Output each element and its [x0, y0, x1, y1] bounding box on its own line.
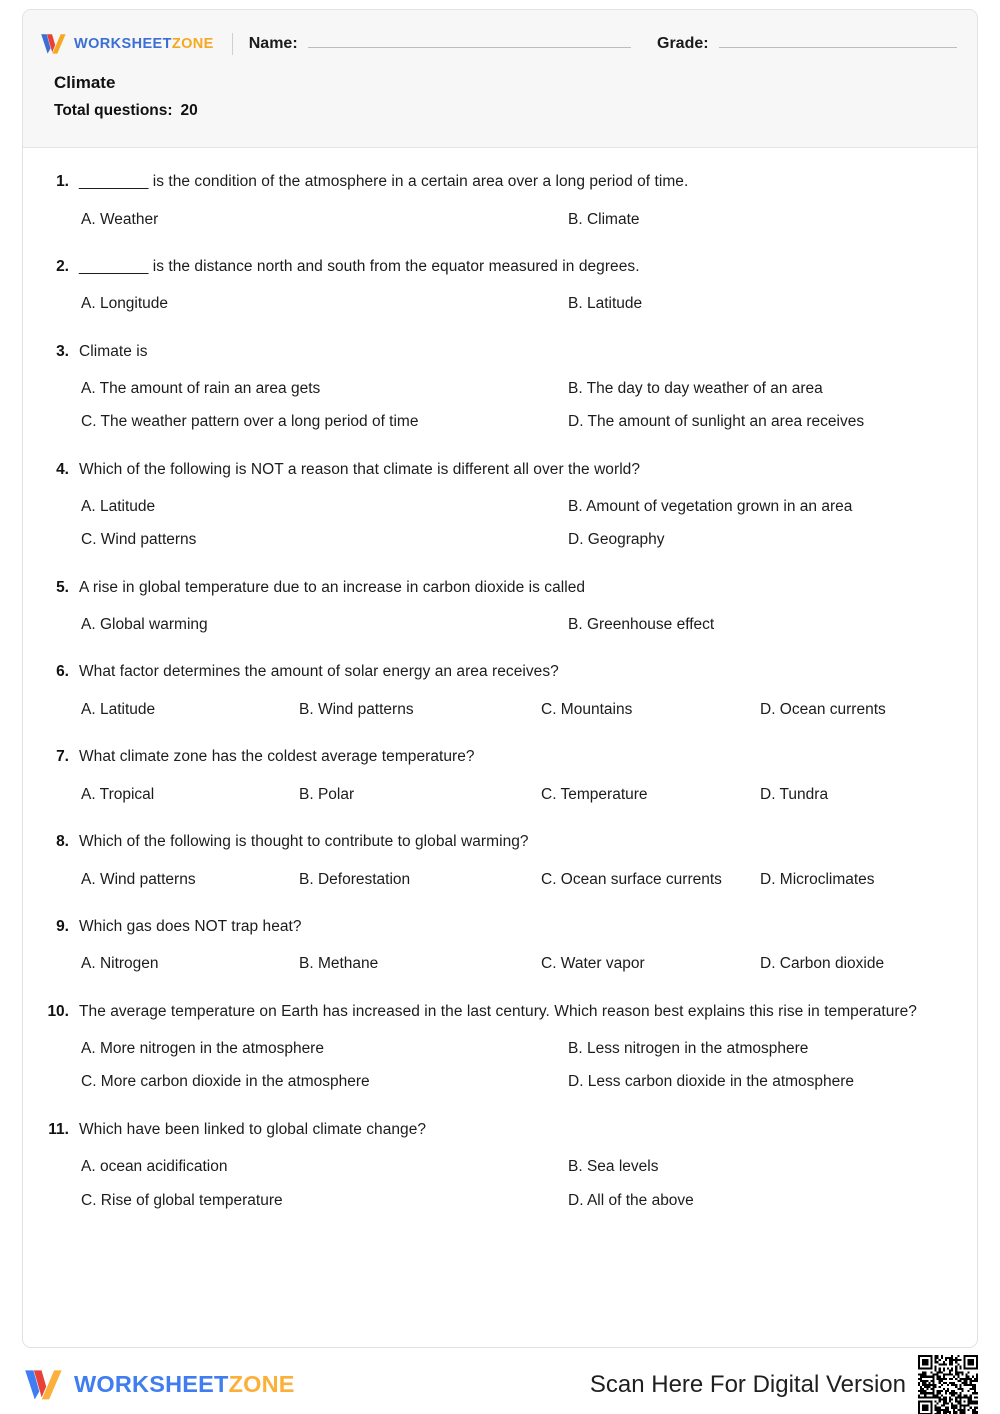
answer-option[interactable]: B. Amount of vegetation grown in an area [568, 498, 853, 516]
answer-option[interactable]: C. The weather pattern over a long period of time [81, 413, 419, 431]
answer-options [79, 863, 951, 896]
question-body [69, 170, 951, 236]
question-item [29, 745, 951, 811]
answer-option[interactable]: A. The amount of rain an area gets [81, 380, 321, 398]
question-body [69, 458, 951, 557]
answer-option[interactable]: A. Nitrogen [81, 955, 159, 973]
question-body [69, 660, 951, 726]
answer-option[interactable]: A. Longitude [81, 295, 169, 313]
brand-name-footer-part2: ZONE [228, 1371, 295, 1397]
brand-logo-text [74, 36, 214, 52]
answer-options [79, 693, 951, 726]
answer-option[interactable]: A. More nitrogen in the atmosphere [81, 1040, 324, 1058]
brand-name-part2: ZONE [171, 36, 214, 52]
answer-option[interactable]: B. Greenhouse effect [568, 616, 715, 634]
worksheet-title: Climate [54, 73, 116, 92]
answer-option[interactable]: B. Polar [299, 785, 355, 803]
question-number: 4. [56, 460, 69, 478]
question-text: Which gas does NOT trap heat? [79, 917, 302, 935]
header-identity-row [23, 10, 977, 56]
question-body [69, 915, 951, 981]
name-input-line[interactable] [308, 35, 631, 48]
question-number: 1. [56, 173, 69, 190]
answer-option[interactable]: D. Less carbon dioxide in the atmosphere [568, 1073, 855, 1091]
answer-options [79, 608, 951, 641]
name-label: Name: [248, 35, 298, 52]
qr-code-icon[interactable] [918, 1355, 978, 1414]
answer-option[interactable]: B. Wind patterns [299, 701, 414, 719]
worksheet-zone-mark-icon [39, 32, 69, 56]
answer-options [79, 490, 951, 557]
question-number: 3. [56, 342, 69, 360]
question-number: 2. [56, 257, 69, 275]
question-item [29, 340, 951, 439]
answer-option[interactable]: B. The day to day weather of an area [568, 380, 823, 398]
question-body [69, 340, 951, 439]
question-text: What climate zone has the coldest average temperature? [79, 748, 475, 766]
answer-option[interactable]: A. Latitude [81, 701, 156, 719]
header-divider [232, 33, 233, 55]
question-item [29, 1118, 951, 1217]
question-body [69, 745, 951, 811]
answer-options [79, 1032, 951, 1099]
answer-option[interactable]: C. Ocean surface currents [541, 870, 722, 888]
answer-option[interactable]: D. All of the above [568, 1191, 694, 1209]
question-number: 7. [56, 748, 69, 766]
question-text: The average temperature on Earth has increased in the last century. Which reason best explains this rise in temperature? [79, 1002, 917, 1020]
question-number: 6. [56, 663, 69, 681]
answer-option[interactable]: D. Carbon dioxide [760, 955, 885, 973]
question-body [69, 1118, 951, 1217]
question-text: Which have been linked to global climate change? [79, 1120, 427, 1138]
worksheet-title-block [23, 56, 977, 123]
grade-label: Grade: [657, 35, 709, 52]
answer-option[interactable]: D. Geography [568, 531, 665, 549]
question-number: 11. [48, 1120, 69, 1138]
answer-option[interactable]: A. Wind patterns [81, 870, 196, 888]
question-item [29, 830, 951, 896]
answer-option[interactable]: C. Mountains [541, 701, 633, 719]
question-item [29, 1000, 951, 1099]
question-number: 5. [56, 578, 69, 596]
answer-options [79, 287, 951, 320]
answer-option[interactable]: A. Weather [81, 210, 159, 228]
question-item [29, 576, 951, 642]
question-item [29, 255, 951, 321]
scan-prompt-text: Scan Here For Digital Version [589, 1370, 906, 1398]
brand-logo-header [39, 32, 214, 56]
answer-option[interactable]: A. Global warming [81, 616, 208, 634]
worksheet-zone-mark-footer-icon [22, 1367, 66, 1403]
answer-option[interactable]: C. Wind patterns [81, 531, 197, 549]
answer-option[interactable]: A. Latitude [81, 498, 156, 516]
question-text: What factor determines the amount of solar energy an area receives? [79, 663, 559, 681]
question-number: 8. [56, 833, 69, 851]
brand-logo-footer-text [74, 1371, 295, 1398]
question-item [29, 915, 951, 981]
brand-logo-footer [22, 1367, 295, 1403]
answer-option[interactable]: A. Tropical [81, 785, 155, 803]
question-item [29, 458, 951, 557]
question-text: Which of the following is NOT a reason that climate is different all over the world? [79, 460, 641, 478]
worksheet-card [22, 9, 978, 1348]
answer-options [79, 947, 951, 980]
answer-option[interactable]: D. Tundra [760, 785, 829, 803]
question-number: 10. [47, 1002, 69, 1020]
answer-options [79, 778, 951, 811]
question-text: Climate is [79, 342, 148, 360]
answer-option[interactable]: B. Climate [568, 210, 640, 228]
total-questions-label: Total questions: [54, 101, 173, 119]
answer-option[interactable]: D. Microclimates [760, 870, 875, 888]
question-text: Which of the following is thought to contribute to global warming? [79, 833, 529, 851]
worksheet-footer [0, 1355, 1000, 1414]
answer-option[interactable]: B. Latitude [568, 295, 643, 313]
answer-option[interactable]: C. Water vapor [541, 955, 645, 973]
questions-list [23, 148, 977, 1246]
answer-options [79, 372, 951, 439]
answer-option[interactable]: D. Ocean currents [760, 701, 886, 719]
question-text: ________ is the distance north and south from the equator measured in degrees. [79, 257, 640, 275]
question-item [29, 660, 951, 726]
name-field[interactable] [249, 35, 631, 53]
answer-option[interactable]: A. ocean acidification [81, 1158, 228, 1176]
total-questions-line [54, 99, 977, 124]
answer-option[interactable]: D. The amount of sunlight an area receives [568, 413, 865, 431]
brand-name-footer-part1: WORKSHEET [74, 1371, 229, 1397]
question-text: A rise in global temperature due to an increase in carbon dioxide is called [79, 578, 586, 596]
question-body [69, 255, 951, 321]
grade-field[interactable] [657, 35, 957, 53]
question-number: 9. [56, 917, 69, 935]
answer-option[interactable]: C. Rise of global temperature [81, 1191, 283, 1209]
question-text: ________ is the condition of the atmosphere in a certain area over a long period of time. [79, 173, 689, 190]
answer-option[interactable]: C. Temperature [541, 785, 648, 803]
question-body [69, 1000, 951, 1099]
total-questions-value: 20 [180, 101, 198, 119]
answer-option[interactable]: B. Deforestation [299, 870, 411, 888]
worksheet-header [23, 10, 977, 148]
answer-option[interactable]: C. More carbon dioxide in the atmosphere [81, 1073, 370, 1091]
brand-name-part1: WORKSHEET [74, 36, 172, 52]
question-item [29, 170, 951, 236]
answer-options [79, 203, 951, 236]
answer-option[interactable]: B. Methane [299, 955, 379, 973]
answer-options [79, 1150, 951, 1217]
grade-input-line[interactable] [719, 35, 957, 48]
question-body [69, 576, 951, 642]
question-body [69, 830, 951, 896]
answer-option[interactable]: B. Less nitrogen in the atmosphere [568, 1040, 809, 1058]
answer-option[interactable]: B. Sea levels [568, 1158, 659, 1176]
